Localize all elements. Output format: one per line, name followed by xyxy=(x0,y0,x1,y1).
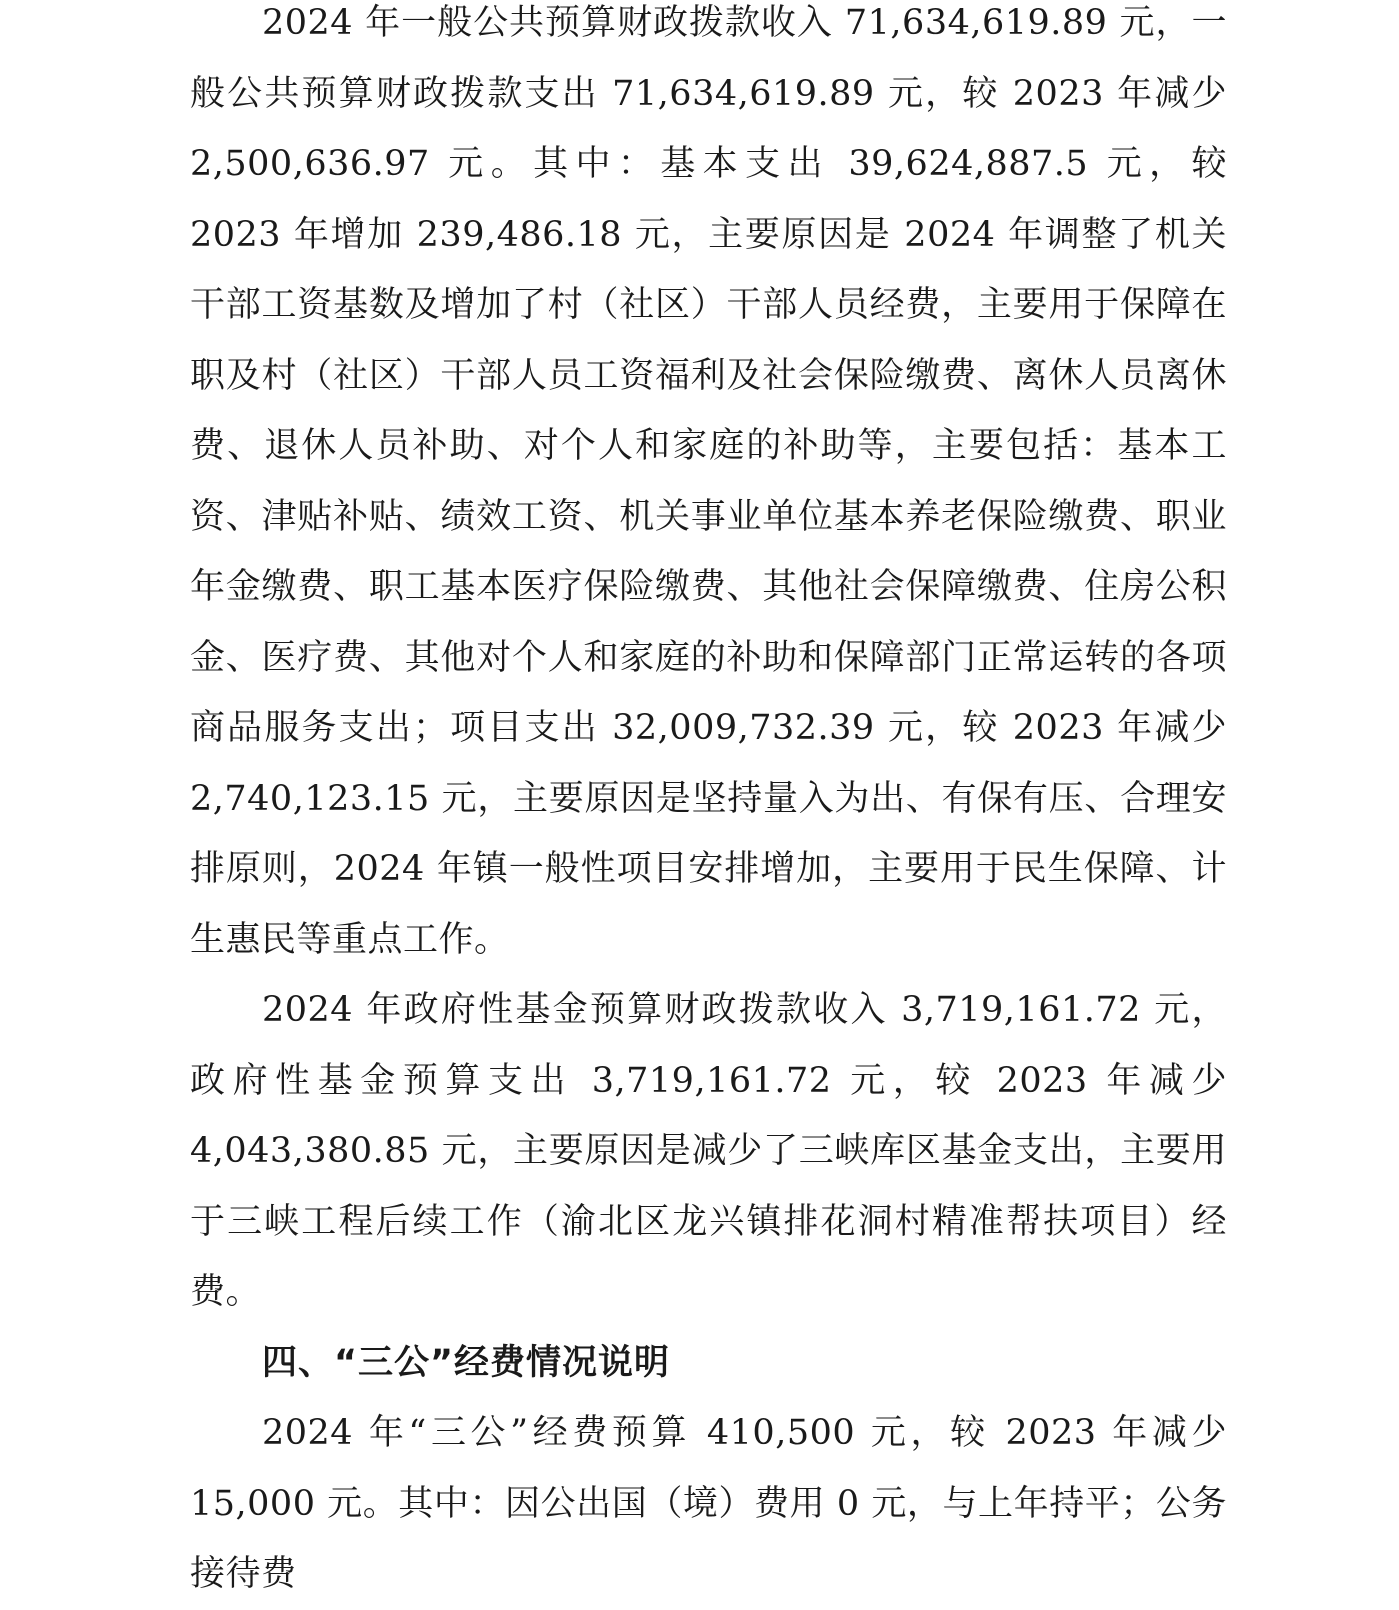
paragraph-government-fund: 2024 年政府性基金预算财政拨款收入 3,719,161.72 元，政府性基金预算支出 3,719,161.72 元，较 2023 年减少 4,043,380.85 元，主要原因是减少了三峡库区基金支出，主要用于三峡工程后续工作（渝北区龙兴镇排花洞村精准帮扶项目）经费。 xyxy=(190,990,1227,1312)
section-heading-three-public: 四、“三公”经费情况说明 xyxy=(262,1342,671,1383)
document-body xyxy=(190,0,1227,1610)
paragraph-general-budget: 2024 年一般公共预算财政拨款收入 71,634,619.89 元，一般公共预算财政拨款支出 71,634,619.89 元，较 2023 年减少 2,500,636.97 元。其中：基本支出 39,624,887.5 元，较 2023 年增加 239,486.18 元，主要原因是 2024 年调整了机关干部工资基数及增加了村（社区）干部人员经费，主要用于保障在职及村（社区）干部人员工资福利及社会保险缴费、离休人员离休费、退休人员补助、对个人和家庭的补助等，主要包括：基本工资、津贴补贴、绩效工资、机关事业单位基本养老保险缴费、职业年金缴费、职工基本医疗保险缴费、其他社会保障缴费、住房公积金、医疗费、其他对个人和家庭的补助和保障部门正常运转的各项商品服务支出；项目支出 32,009,732.39 元，较 2023 年减少 2,740,123.15 元，主要原因是坚持量入为出、有保有压、合理安排原则，2024 年镇一般性项目安排增加，主要用于民生保障、计生惠民等重点工作。 xyxy=(190,3,1227,960)
paragraph-three-public-budget: 2024 年“三公”经费预算 410,500 元，较 2023 年减少 15,000 元。其中：因公出国（境）费用 0 元，与上年持平；公务接待费 xyxy=(190,1413,1227,1594)
